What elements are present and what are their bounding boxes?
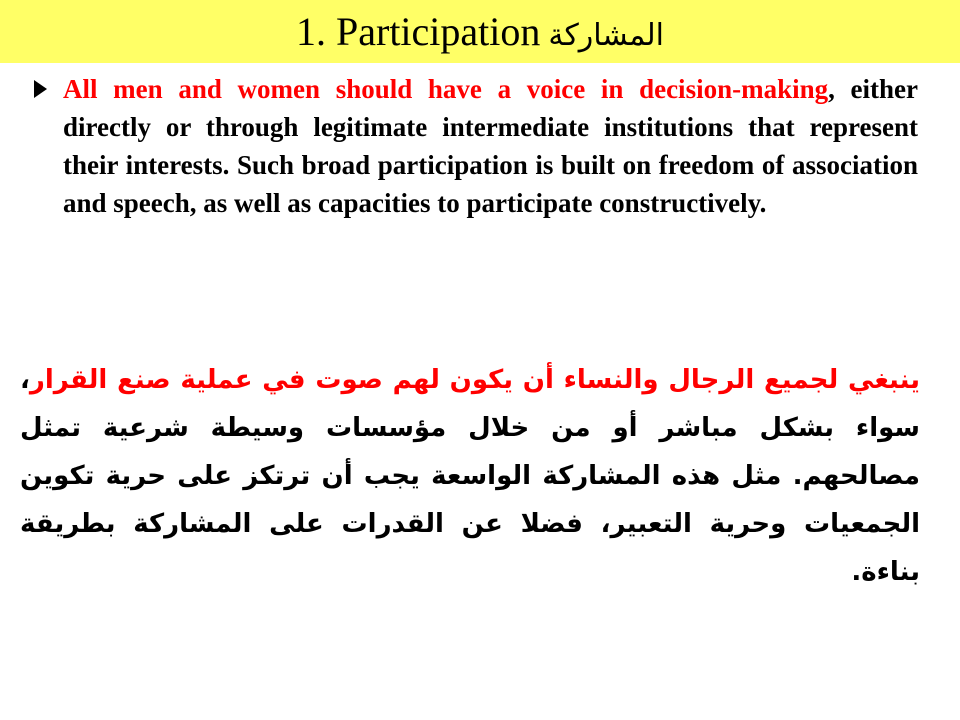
title-arabic: المشاركة	[548, 18, 664, 53]
arabic-body: ، سواء بشكل مباشر أو من خلال مؤسسات وسيطة شرعية تمثل مصالحهم. مثل هذه المشاركة الواسعة يجب أن ترتكز على حرية تكوين الجمعيات وحرية التعبير، فضلا عن القدرات على المشاركة بطريقة بناءة.	[20, 365, 920, 587]
bullet-text	[63, 70, 918, 222]
slide-title	[296, 8, 664, 55]
bullet-point	[34, 70, 918, 222]
title-bar	[0, 0, 960, 63]
title-english: 1. Participation	[296, 9, 541, 54]
arabic-highlight: ينبغي لجميع الرجال والنساء أن يكون لهم صوت في عملية صنع القرار	[29, 365, 920, 395]
arabic-paragraph	[20, 356, 920, 596]
triangle-right-icon	[34, 80, 47, 98]
bullet-highlight: All men and women should have a voice in decision-making	[63, 74, 829, 104]
bullet-body: , either directly or through legitimate intermediate institutions that represent their interests. Such broad participation is built on freedom of association and speech, as well as capacities to participate constructively.	[63, 74, 918, 218]
